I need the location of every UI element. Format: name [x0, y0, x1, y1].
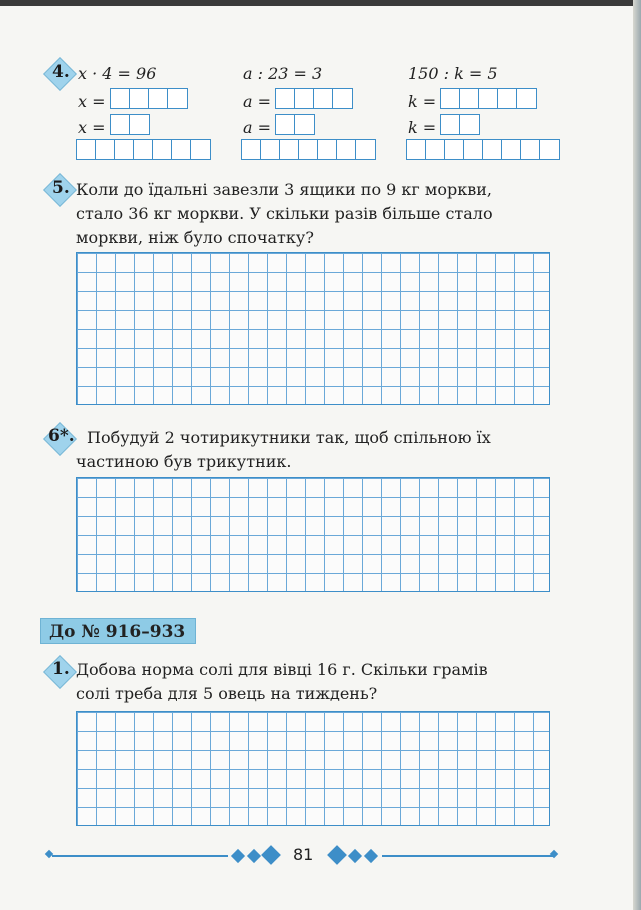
footer-rule-left [52, 855, 228, 857]
page-edge [633, 0, 641, 910]
diamond-icon [247, 849, 261, 863]
equation-3-step-1: k = [408, 92, 437, 111]
task-text-line: Добова норма солі для вівці 16 г. Скільки грамів [76, 660, 488, 679]
diamond-icon [327, 845, 347, 865]
section-header: До № 916–933 [40, 618, 196, 644]
answer-boxes[interactable] [440, 88, 537, 109]
top-edge [0, 0, 641, 6]
equation-3: 150 : k = 5 [408, 64, 498, 83]
equation-2-step-1: a = [243, 92, 272, 111]
equation-2: a : 23 = 3 [243, 64, 323, 83]
answer-boxes[interactable] [406, 139, 560, 160]
answer-grid[interactable] [76, 252, 550, 405]
answer-boxes[interactable] [275, 114, 315, 135]
diamond-icon [364, 849, 378, 863]
task-text-line: частиною був трикутник. [76, 452, 292, 471]
equation-3-step-2: k = [408, 118, 437, 137]
task-text-line: стало 36 кг моркви. У скільки разів більше стало [76, 204, 493, 223]
task-text-line: Побудуй 2 чотирикутники так, щоб спільною їх [87, 428, 491, 447]
task-text-line: моркви, ніж було спочатку? [76, 228, 314, 247]
task-text-line: Коли до їдальні завезли 3 ящики по 9 кг моркви, [76, 180, 492, 199]
diamond-icon [348, 849, 362, 863]
diamond-icon [261, 845, 281, 865]
page-number: 81 [293, 845, 314, 864]
answer-boxes[interactable] [440, 114, 480, 135]
answer-boxes[interactable] [241, 139, 376, 160]
equation-1-step-1: x = [78, 92, 106, 111]
answer-boxes[interactable] [110, 114, 150, 135]
task-number: 5. [52, 178, 70, 198]
equation-1: x · 4 = 96 [78, 64, 157, 83]
equation-2-step-2: a = [243, 118, 272, 137]
answer-grid[interactable] [76, 477, 550, 592]
answer-boxes[interactable] [275, 88, 353, 109]
task-number: 6*. [48, 426, 75, 446]
equation-1-step-2: x = [78, 118, 106, 137]
answer-boxes[interactable] [110, 88, 188, 109]
diamond-icon [231, 849, 245, 863]
answer-boxes[interactable] [76, 139, 211, 160]
task-number: 1. [52, 659, 70, 679]
answer-grid[interactable] [76, 711, 550, 826]
task-number: 4. [52, 62, 70, 82]
task-text-line: солі треба для 5 овець на тиждень? [76, 684, 378, 703]
footer-rule-right [382, 855, 554, 857]
